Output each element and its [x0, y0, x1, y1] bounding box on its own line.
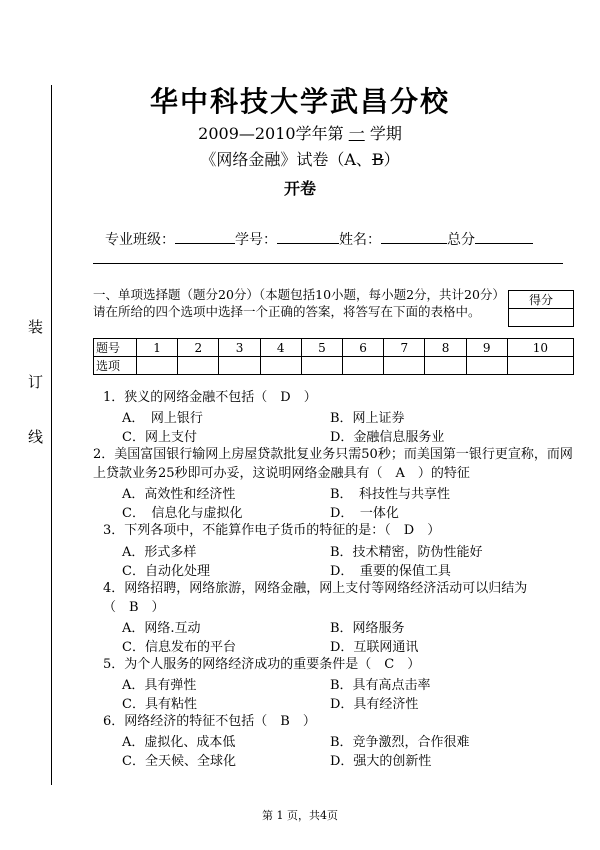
question-text: 6．网络经济的特征不包括（ B ）: [103, 714, 316, 729]
course-end: ）: [383, 150, 400, 169]
total-field[interactable]: [475, 229, 533, 244]
question-number-cell: 1: [137, 339, 178, 357]
answer-table: [93, 338, 574, 375]
answer-cell[interactable]: [343, 357, 384, 375]
year-prefix: 2009—2010学年第: [198, 124, 344, 143]
answer-cell[interactable]: [384, 357, 425, 375]
question-text: 4．网络招聘，网络旅游，网络金融，网上支付等网络经济活动可以归结为（ B ）: [103, 581, 528, 615]
binding-char-ding: 订: [28, 373, 44, 391]
option-b: B． 科技性与共享性: [330, 487, 451, 502]
option-c: C．全天候、全球化: [122, 754, 236, 769]
question-number-label: 题号: [94, 339, 137, 357]
major-class-field[interactable]: [175, 229, 235, 244]
option-b: B．网络服务: [330, 621, 405, 636]
option-b: B．网上证券: [330, 411, 405, 426]
score-value-cell[interactable]: [509, 309, 574, 327]
term-number: 一: [348, 124, 365, 143]
section-heading: 一、单项选择题（题分20分）（本题包括10小题，每小题2分，共计20分）: [93, 287, 505, 302]
question-number-cell: 3: [219, 339, 260, 357]
option-a: A．高效性和经济性: [122, 487, 236, 502]
answer-cell[interactable]: [301, 357, 342, 375]
course-name: 《网络金融》试卷（A、: [200, 150, 372, 169]
major-class-label: 专业班级：: [105, 232, 175, 248]
option-d: D． 重要的保值工具: [330, 564, 451, 579]
option-c: C．具有粘性: [122, 697, 197, 712]
option-c: C．网上支付: [122, 430, 197, 445]
option-d: D．强大的创新性: [330, 754, 432, 769]
option-b: B．技术精密，防伪性能好: [330, 545, 483, 560]
answer-row-label: 选项: [94, 357, 137, 375]
separator-line: [93, 263, 563, 264]
student-info-row: [105, 229, 533, 249]
question-number-cell: 7: [384, 339, 425, 357]
question-text: 3．下列各项中，不能算作电子货币的特征的是：（ D ）: [103, 523, 441, 538]
student-no-label: 学号：: [235, 232, 277, 248]
option-c: C．信息发布的平台: [122, 640, 236, 655]
question-number-cell: 10: [507, 339, 573, 357]
name-label: 姓名：: [339, 232, 381, 248]
question-number-cell: 9: [466, 339, 507, 357]
question-number-row: [94, 339, 574, 357]
name-field[interactable]: [381, 229, 447, 244]
option-c: C． 信息化与虚拟化: [122, 506, 243, 521]
option-c: C．自动化处理: [122, 564, 210, 579]
answer-cell[interactable]: [425, 357, 466, 375]
option-d: D． 一体化: [330, 506, 399, 521]
option-b: B．具有高点击率: [330, 678, 431, 693]
answer-cell[interactable]: [137, 357, 178, 375]
answer-cell[interactable]: [178, 357, 219, 375]
exam-type: 开卷: [283, 179, 316, 198]
page-footer: 第 1 页，共4页: [262, 809, 338, 822]
question-number-cell: 5: [301, 339, 342, 357]
binding-char-zhuang: 装: [28, 318, 44, 336]
option-a: A．虚拟化、成本低: [122, 735, 236, 750]
version-struck: B: [371, 150, 384, 169]
total-label: 总分: [447, 232, 475, 248]
option-a: A．网络.互动: [122, 621, 201, 636]
question-text: 5．为个人服务的网络经济成功的重要条件是（ C ）: [103, 657, 421, 672]
option-d: D．金融信息服务业: [330, 430, 445, 445]
option-a: A．形式多样: [122, 545, 197, 560]
question-number-cell: 2: [178, 339, 219, 357]
academic-term: [0, 121, 600, 144]
option-a: A． 网上银行: [122, 411, 203, 426]
section-instruction: 请在所给的四个选项中选择一个正确的答案，将答写在下面的表格中。: [93, 304, 481, 319]
school-title: 华中科技大学武昌分校: [149, 85, 450, 118]
question-text: 2．美国富国银行输网上房屋贷款批复业务只需50秒；而美国第一银行更宣称，而网上贷款业务25秒即可办妥，这说明网络金融具有（ A ）的特征: [93, 447, 573, 481]
question-text: 1．狭义的网络金融不包括（ D ）: [103, 390, 317, 405]
option-d: D．互联网通讯: [330, 640, 419, 655]
option-b: B．竞争激烈，合作很难: [330, 735, 470, 750]
answer-cell[interactable]: [507, 357, 573, 375]
answer-cell[interactable]: [219, 357, 260, 375]
year-suffix: 学期: [369, 124, 402, 143]
question-number-cell: 8: [425, 339, 466, 357]
answer-cell[interactable]: [466, 357, 507, 375]
answer-row: [94, 357, 574, 375]
score-box: [508, 290, 574, 327]
student-no-field[interactable]: [277, 229, 339, 244]
binding-char-xian: 线: [28, 428, 44, 446]
answer-cell[interactable]: [260, 357, 301, 375]
option-a: A．具有弹性: [122, 678, 197, 693]
question-number-cell: 4: [260, 339, 301, 357]
score-label: 得分: [509, 291, 574, 309]
course-title: [0, 147, 600, 170]
option-d: D．具有经济性: [330, 697, 419, 712]
question-number-cell: 6: [343, 339, 384, 357]
